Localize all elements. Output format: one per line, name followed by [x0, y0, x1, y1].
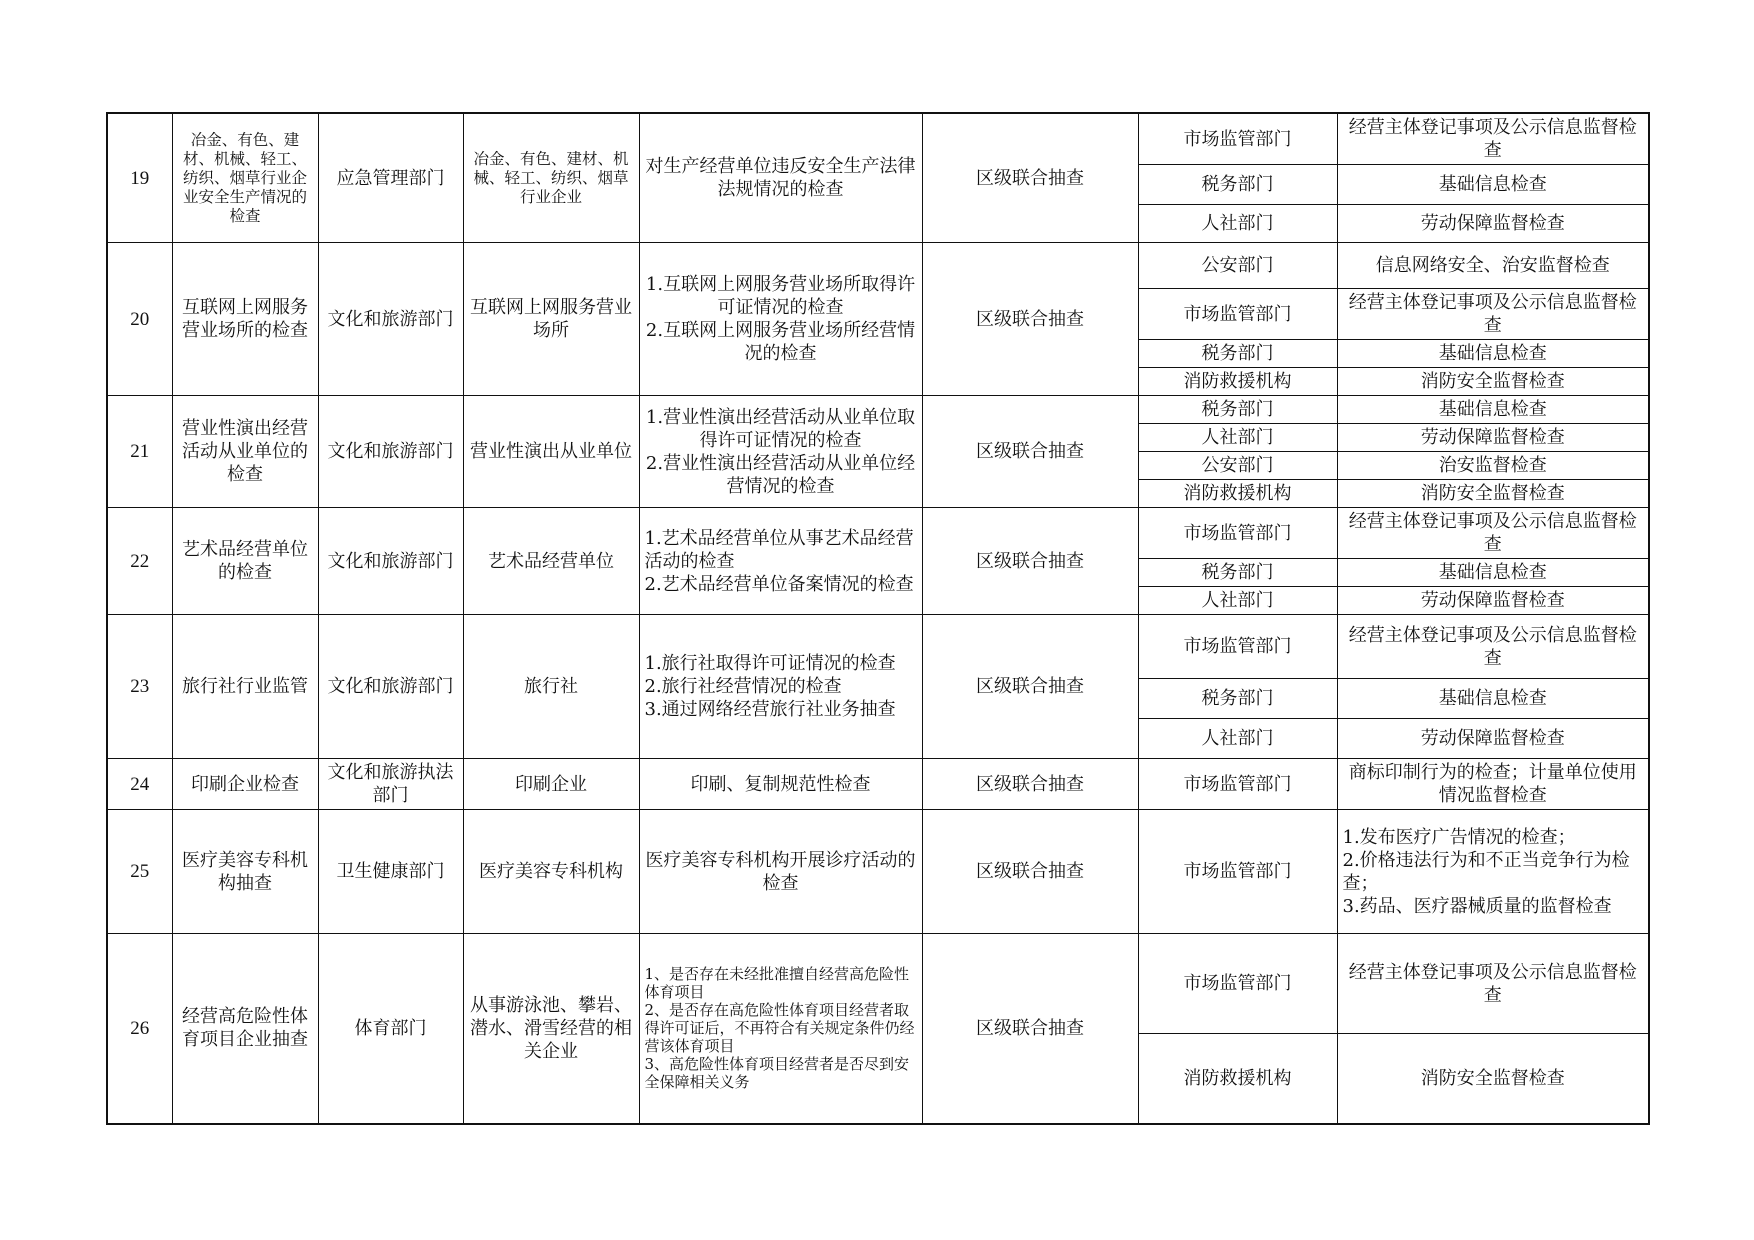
partner-task-line: 基础信息检查	[1438, 562, 1547, 583]
inspection-content-line: 1.营业性演出经营活动从业单位取得许可证情况的检查	[645, 406, 916, 451]
partner-department: 市场监管部门	[1138, 113, 1337, 165]
table-row	[107, 810, 1649, 934]
partner-task-line: 治安监督检查	[1438, 455, 1547, 476]
partner-task-line: 经营主体登记事项及公示信息监督检查	[1348, 292, 1637, 336]
inspection-method: 区级联合抽查	[922, 759, 1138, 810]
partner-department: 税务部门	[1138, 679, 1337, 719]
partner-department: 消防救援机构	[1138, 368, 1337, 396]
partner-task	[1337, 113, 1649, 165]
inspection-content	[639, 810, 922, 934]
inspection-content	[639, 508, 922, 615]
inspection-content-line: 1.互联网上网服务营业场所取得许可证情况的检查	[645, 274, 916, 318]
row-number: 25	[107, 810, 172, 934]
table-row	[107, 508, 1649, 559]
inspection-content	[639, 396, 922, 508]
inspection-target: 冶金、有色、建材、机械、轻工、纺织、烟草行业企业	[463, 113, 639, 243]
partner-task	[1337, 508, 1649, 559]
partner-task	[1337, 243, 1649, 289]
lead-department: 文化和旅游执法部门	[318, 759, 463, 810]
inspection-method: 区级联合抽查	[922, 615, 1138, 759]
inspection-content-line: 3.通过网络经营旅行社业务抽查	[644, 699, 896, 720]
inspection-content	[639, 934, 922, 1124]
partner-task-line: 1.发布医疗广告情况的检查；	[1342, 826, 1576, 848]
partner-task	[1337, 810, 1649, 934]
partner-task-line: 经营主体登记事项及公示信息监督检查	[1348, 117, 1637, 161]
inspection-method: 区级联合抽查	[922, 243, 1138, 396]
inspection-item: 印刷企业检查	[172, 759, 318, 810]
partner-task	[1337, 396, 1649, 424]
partner-department: 公安部门	[1138, 243, 1337, 289]
inspection-item: 营业性演出经营活动从业单位的检查	[172, 396, 318, 508]
partner-task	[1337, 368, 1649, 396]
inspection-content-line: 2.营业性演出经营活动从业单位经营情况的检查	[645, 452, 916, 497]
table-row	[107, 759, 1649, 810]
lead-department: 体育部门	[318, 934, 463, 1124]
inspection-content	[639, 243, 922, 396]
inspection-method: 区级联合抽查	[922, 810, 1138, 934]
inspection-target: 互联网上网服务营业场所	[463, 243, 639, 396]
inspection-content-line: 1.艺术品经营单位从事艺术品经营活动的检查	[644, 527, 914, 572]
inspection-method: 区级联合抽查	[922, 934, 1138, 1124]
inspection-content	[639, 615, 922, 759]
partner-department: 市场监管部门	[1138, 508, 1337, 559]
partner-task-line: 消防安全监督检查	[1420, 483, 1565, 504]
inspection-content	[639, 759, 922, 810]
partner-task-line: 基础信息检查	[1438, 399, 1547, 420]
partner-task	[1337, 424, 1649, 452]
partner-task-line: 劳动保障监督检查	[1420, 427, 1565, 448]
partner-task	[1337, 719, 1649, 759]
partner-task	[1337, 205, 1649, 243]
table-body	[107, 113, 1649, 1124]
partner-task	[1337, 165, 1649, 205]
partner-task	[1337, 340, 1649, 368]
inspection-content-line: 2.旅行社经营情况的检查	[644, 676, 842, 697]
inspection-method: 区级联合抽查	[922, 113, 1138, 243]
partner-task	[1337, 559, 1649, 587]
row-number: 24	[107, 759, 172, 810]
lead-department: 应急管理部门	[318, 113, 463, 243]
inspection-table	[106, 112, 1650, 1125]
inspection-content-line: 2、是否存在高危险性体育项目经营者取得许可证后，不再符合有关规定条件仍经营该体育项目	[644, 1001, 915, 1056]
partner-task-line: 劳动保障监督检查	[1420, 590, 1565, 611]
partner-task-line: 信息网络安全、治安监督检查	[1375, 255, 1610, 276]
partner-task-line: 2.价格违法行为和不正当竞争行为检查；	[1342, 849, 1630, 894]
table-row	[107, 113, 1649, 165]
inspection-item: 冶金、有色、建材、机械、轻工、纺织、烟草行业企业安全生产情况的检查	[172, 113, 318, 243]
partner-department: 人社部门	[1138, 719, 1337, 759]
inspection-content-line: 1、是否存在未经批准擅自经营高危险性体育项目	[644, 965, 910, 1002]
partner-department: 人社部门	[1138, 424, 1337, 452]
partner-department: 消防救援机构	[1138, 1034, 1337, 1124]
inspection-content-line: 印刷、复制规范性检查	[690, 773, 871, 795]
inspection-content-line: 3、高危险性体育项目经营者是否尽到安全保障相关义务	[644, 1055, 910, 1092]
partner-task	[1337, 759, 1649, 810]
inspection-content-line: 2.艺术品经营单位备案情况的检查	[644, 573, 914, 595]
partner-task-line: 基础信息检查	[1438, 688, 1547, 709]
inspection-item: 互联网上网服务营业场所的检查	[172, 243, 318, 396]
inspection-item: 医疗美容专科机构抽查	[172, 810, 318, 934]
inspection-content-line: 1.旅行社取得许可证情况的检查	[644, 653, 896, 674]
partner-task-line: 消防安全监督检查	[1420, 371, 1565, 392]
partner-department: 公安部门	[1138, 452, 1337, 480]
lead-department: 卫生健康部门	[318, 810, 463, 934]
row-number: 19	[107, 113, 172, 243]
inspection-target: 营业性演出从业单位	[463, 396, 639, 508]
partner-department: 税务部门	[1138, 559, 1337, 587]
table-row	[107, 243, 1649, 289]
partner-task-line: 商标印制行为的检查；计量单位使用情况监督检查	[1348, 762, 1637, 806]
partner-department: 市场监管部门	[1138, 934, 1337, 1034]
partner-department: 人社部门	[1138, 587, 1337, 615]
table-row	[107, 615, 1649, 679]
inspection-method: 区级联合抽查	[922, 396, 1138, 508]
partner-task	[1337, 480, 1649, 508]
table-row	[107, 934, 1649, 1034]
partner-task	[1337, 1034, 1649, 1124]
inspection-content-line: 对生产经营单位违反安全生产法律法规情况的检查	[645, 156, 916, 200]
inspection-content-line: 医疗美容专科机构开展诊疗活动的检查	[645, 849, 916, 894]
inspection-content	[639, 113, 922, 243]
lead-department: 文化和旅游部门	[318, 396, 463, 508]
partner-department: 市场监管部门	[1138, 615, 1337, 679]
partner-task-line: 3.药品、医疗器械质量的监督检查	[1342, 895, 1612, 917]
partner-task-line: 劳动保障监督检查	[1420, 213, 1565, 234]
partner-department: 消防救援机构	[1138, 480, 1337, 508]
partner-task-line: 经营主体登记事项及公示信息监督检查	[1348, 961, 1637, 1006]
partner-department: 税务部门	[1138, 340, 1337, 368]
partner-task-line: 劳动保障监督检查	[1420, 728, 1565, 749]
lead-department: 文化和旅游部门	[318, 508, 463, 615]
partner-department: 市场监管部门	[1138, 759, 1337, 810]
row-number: 20	[107, 243, 172, 396]
partner-task	[1337, 587, 1649, 615]
partner-department: 税务部门	[1138, 396, 1337, 424]
inspection-content-line: 2.互联网上网服务营业场所经营情况的检查	[645, 320, 916, 364]
row-number: 21	[107, 396, 172, 508]
inspection-target: 医疗美容专科机构	[463, 810, 639, 934]
partner-task-line: 经营主体登记事项及公示信息监督检查	[1348, 624, 1637, 669]
inspection-target: 从事游泳池、攀岩、潜水、滑雪经营的相关企业	[463, 934, 639, 1124]
row-number: 26	[107, 934, 172, 1124]
lead-department: 文化和旅游部门	[318, 243, 463, 396]
partner-department: 市场监管部门	[1138, 810, 1337, 934]
partner-task-line: 基础信息检查	[1438, 174, 1547, 195]
lead-department: 文化和旅游部门	[318, 615, 463, 759]
partner-task	[1337, 679, 1649, 719]
table-row	[107, 396, 1649, 424]
partner-task	[1337, 615, 1649, 679]
partner-task	[1337, 934, 1649, 1034]
partner-task-line: 基础信息检查	[1438, 343, 1547, 364]
inspection-item: 旅行社行业监管	[172, 615, 318, 759]
inspection-item: 艺术品经营单位的检查	[172, 508, 318, 615]
row-number: 22	[107, 508, 172, 615]
partner-department: 市场监管部门	[1138, 289, 1337, 340]
partner-task	[1337, 452, 1649, 480]
inspection-target: 印刷企业	[463, 759, 639, 810]
partner-task	[1337, 289, 1649, 340]
partner-task-line: 消防安全监督检查	[1420, 1067, 1565, 1089]
inspection-target: 艺术品经营单位	[463, 508, 639, 615]
partner-task-line: 经营主体登记事项及公示信息监督检查	[1348, 511, 1637, 555]
row-number: 23	[107, 615, 172, 759]
inspection-item: 经营高危险性体育项目企业抽查	[172, 934, 318, 1124]
inspection-method: 区级联合抽查	[922, 508, 1138, 615]
inspection-target: 旅行社	[463, 615, 639, 759]
partner-department: 人社部门	[1138, 205, 1337, 243]
partner-department: 税务部门	[1138, 165, 1337, 205]
